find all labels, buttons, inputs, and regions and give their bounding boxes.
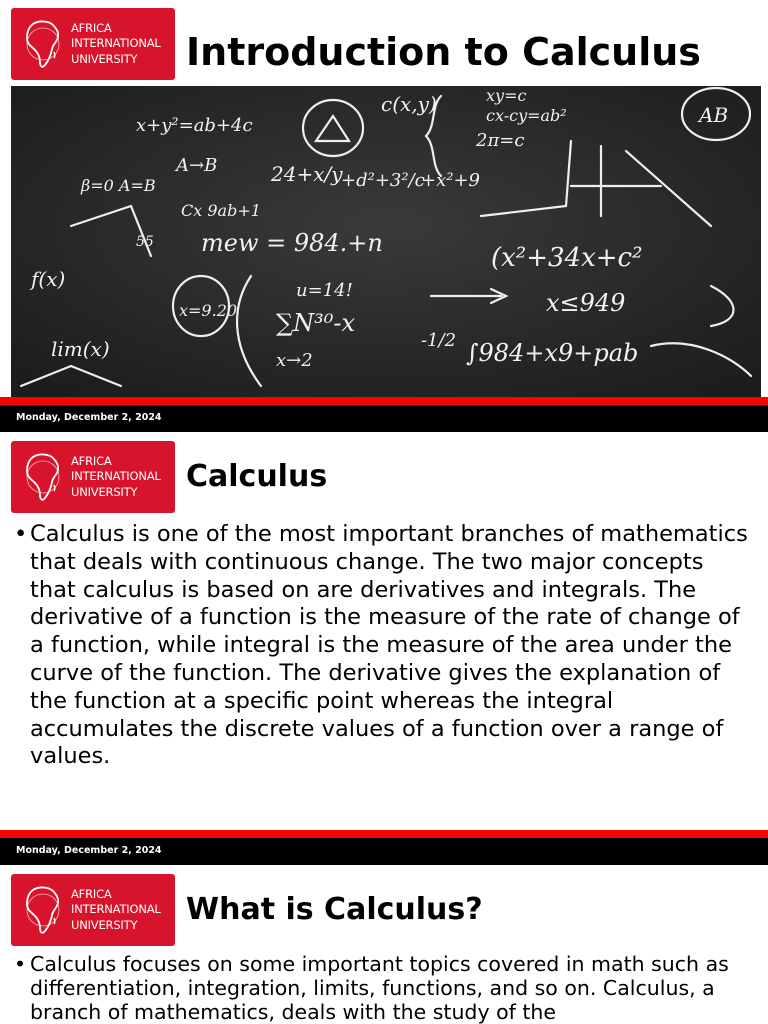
formula-20: x→2: [276, 350, 313, 371]
formula-23: f(x): [31, 267, 66, 291]
slide-3: [0, 866, 768, 1024]
formula-8: xy=c: [486, 86, 527, 105]
africa-map-icon: [23, 451, 63, 503]
slide-2: [0, 433, 768, 866]
formula-4: 24+x/y: [271, 162, 343, 186]
logo-line-3: UNIVERSITY: [71, 484, 138, 499]
formula-17: ∫984+x9+pab: [466, 339, 639, 367]
bullet-item: [14, 521, 754, 771]
formula-14: x=9.20: [179, 301, 238, 320]
formula-5: +d²+3²/c: [341, 170, 425, 191]
university-logo: [11, 874, 175, 946]
formula-10: 2π=c: [476, 130, 525, 151]
formula-19: u=14!: [296, 280, 353, 301]
formula-22: β=0 A=B: [81, 176, 156, 195]
footer-date: Monday, December 2, 2024: [16, 412, 162, 423]
logo-line-1: AFRICA: [71, 886, 112, 901]
logo-line-3: UNIVERSITY: [71, 917, 138, 932]
logo-line-2: INTERNATIONAL: [71, 469, 161, 484]
footer-red-stripe: [0, 397, 768, 405]
formula-2: A→B: [176, 155, 218, 176]
logo-text: [71, 454, 161, 501]
chalkboard-image: [11, 86, 761, 397]
formula-21: lim(x): [51, 337, 110, 361]
logo-line-1: AFRICA: [71, 453, 112, 468]
formula-16: -1/2: [421, 330, 457, 351]
logo-line-3: UNIVERSITY: [71, 51, 138, 66]
bullet-item: [14, 952, 754, 1024]
formula-11: AB: [699, 103, 729, 127]
slide-title: Calculus: [186, 459, 328, 494]
formula-15: ∑N³⁰-x: [276, 309, 356, 337]
slide-title: What is Calculus?: [186, 892, 483, 927]
formula-13: (x²+34x+c²: [491, 243, 643, 273]
logo-line-1: AFRICA: [71, 20, 112, 35]
slide-1: [0, 0, 768, 433]
footer-red-stripe: [0, 830, 768, 838]
bullet-text: Calculus focuses on some important topics covered in math such as differentiation, integration, limits, functions, and so on. Calculus, a branch of mathematics, deals with the study of the: [30, 952, 729, 1024]
footer-bar: [0, 838, 768, 865]
bullet-dot: •: [14, 952, 27, 976]
formula-24: 55: [136, 234, 154, 250]
footer-date: Monday, December 2, 2024: [16, 845, 162, 856]
formula-18: x≤949: [546, 289, 626, 317]
logo-text: [71, 21, 161, 68]
formula-6: +x²+9: [421, 170, 480, 191]
logo-line-2: INTERNATIONAL: [71, 36, 161, 51]
logo-line-2: INTERNATIONAL: [71, 902, 161, 917]
footer-bar: [0, 405, 768, 432]
formula-12: mew = 984.+n: [201, 229, 383, 257]
formula-1: x+y²=ab+4c: [136, 115, 253, 136]
university-logo: [11, 8, 175, 80]
slide-title: Introduction to Calculus: [186, 30, 701, 74]
logo-text: [71, 887, 161, 934]
africa-map-icon: [23, 18, 63, 70]
formula-9: cx-cy=ab²: [486, 106, 567, 125]
bullet-dot: •: [14, 521, 28, 547]
university-logo: [11, 441, 175, 513]
africa-map-icon: [23, 884, 63, 936]
formula-3: Cx 9ab+1: [181, 201, 261, 220]
formula-7: c(x,y): [381, 92, 437, 116]
bullet-text: Calculus is one of the most important branches of mathematics that deals with continuous change. The two major concepts that calculus is based on are derivatives and integrals. The derivative of a function is the measure of the rate of change of a function, while integral is the measure of the area under the curve of the function. The derivative gives the explanation of the function at a specific point whereas the integral accumulates the discrete values of a function over a range of values.: [30, 521, 748, 770]
